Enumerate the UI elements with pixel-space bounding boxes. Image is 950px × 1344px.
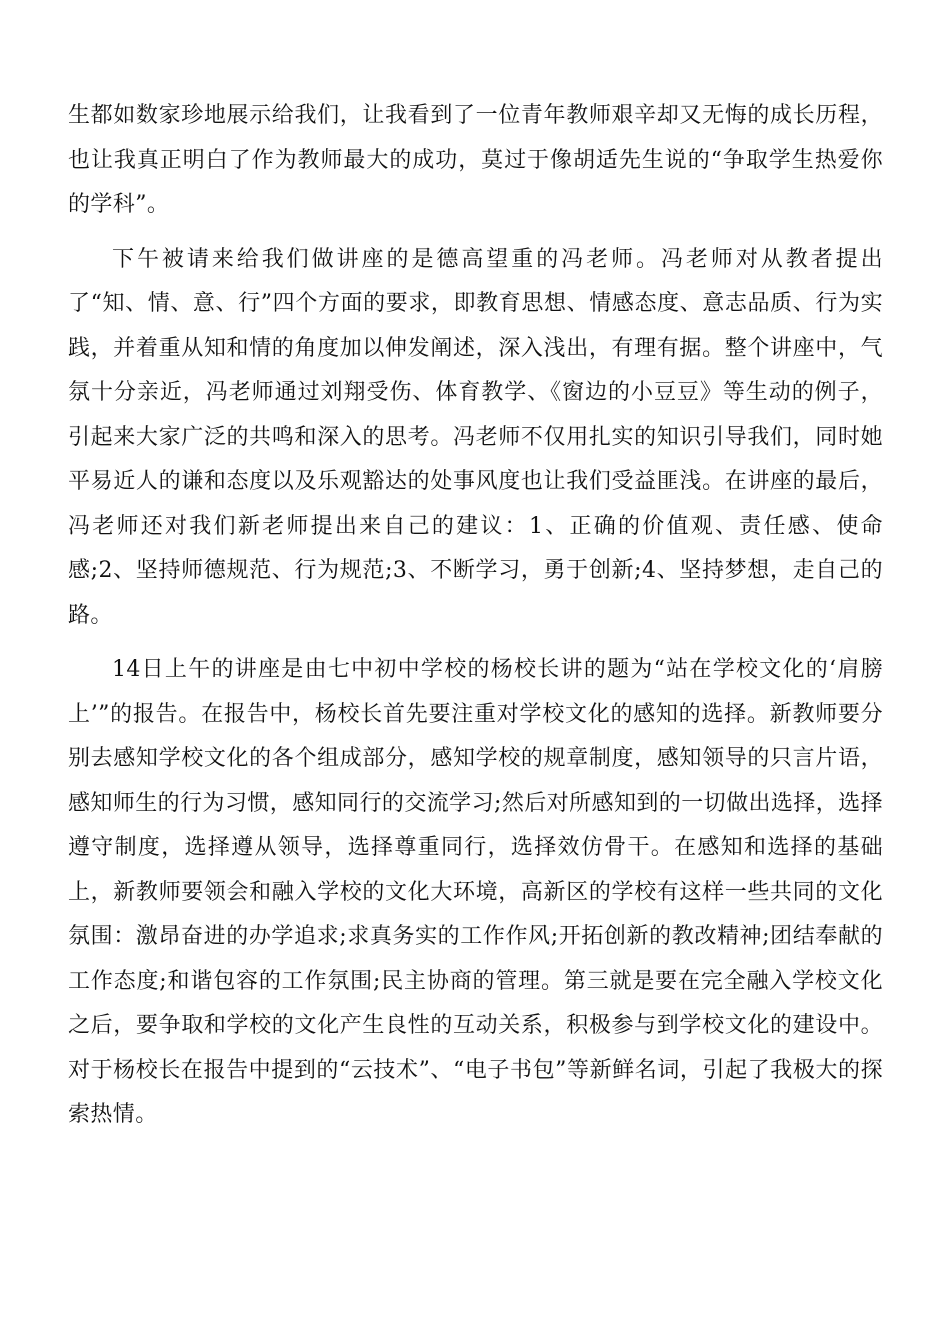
document-body xyxy=(68,94,883,1138)
paragraph-continuation: 生都如数家珍地展示给我们，让我看到了一位青年教师艰辛却又无悔的成长历程，也让我真正明白了作为教师最大的成功，莫过于像胡适先生说的“争取学生热爱你的学科”。 xyxy=(68,103,883,217)
paragraph-feng-lecture: 下午被请来给我们做讲座的是德高望重的冯老师。冯老师对从教者提出了“知、情、意、行”四个方面的要求，即教育思想、情感态度、意志品质、行为实践，并着重从知和情的角度加以伸发阐述，深入浅出，有理有据。整个讲座中，气氛十分亲近，冯老师通过刘翔受伤、体育教学、《窗边的小豆豆》等生动的例子，引起来大家广泛的共鸣和深入的思考。冯老师不仅用扎实的知识引导我们，同时她平易近人的谦和态度以及乐观豁达的处事风度也让我们受益匪浅。在讲座的最后，冯老师还对我们新老师提出来自己的建议：1、正确的价值观、责任感、使命感;2、坚持师德规范、行为规范;3、不断学习，勇于创新;4、坚持梦想，走自己的路。 xyxy=(68,246,883,628)
paragraph-yang-lecture: 14日上午的讲座是由七中初中学校的杨校长讲的题为“站在学校文化的‘肩膀上’”的报告。在报告中，杨校长首先要注重对学校文化的感知的选择。新教师要分别去感知学校文化的各个组成部分，感知学校的规章制度，感知领导的只言片语，感知师生的行为习惯，感知同行的交流学习;然后对所感知到的一切做出选择，选择遵守制度，选择遵从领导，选择尊重同行，选择效仿骨干。在感知和选择的基础上，新教师要领会和融入学校的文化大环境，高新区的学校有这样一些共同的文化氛围：激昂奋进的办学追求;求真务实的工作作风;开拓创新的教改精神;团结奉献的工作态度;和谐包容的工作氛围;民主协商的管理。第三就是要在完全融入学校文化之后，要争取和学校的文化产生良性的互动关系，积极参与到学校文化的建设中。对于杨校长在报告中提到的“云技术”、“电子书包”等新鲜名词，引起了我极大的探索热情。 xyxy=(68,657,883,1127)
